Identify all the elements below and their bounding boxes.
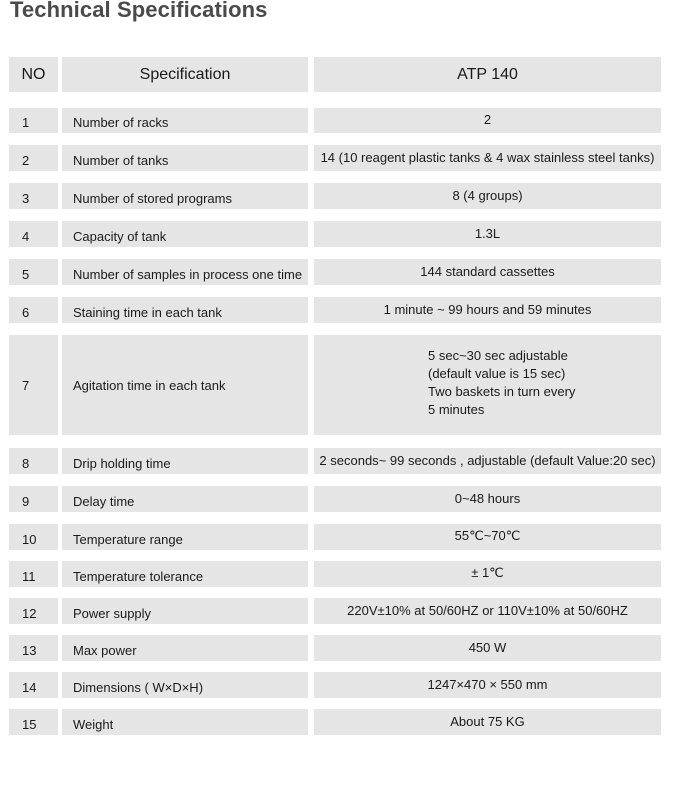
page-title: Technical Specifications <box>10 0 268 22</box>
row-specification: Delay time <box>62 486 308 512</box>
row-number: 12 <box>9 598 58 624</box>
row-number: 14 <box>9 672 58 698</box>
row-number: 13 <box>9 635 58 661</box>
row-value: ± 1℃ <box>314 561 661 587</box>
row-specification: Power supply <box>62 598 308 624</box>
row-number: 2 <box>9 145 58 171</box>
row-specification: Temperature range <box>62 524 308 550</box>
value-line: (default value is 15 sec) <box>428 366 566 381</box>
row-value: 1 minute ~ 99 hours and 59 minutes <box>314 297 661 323</box>
row-value: 450 W <box>314 635 661 661</box>
row-value: 144 standard cassettes <box>314 259 661 285</box>
row-specification: Dimensions ( W×D×H) <box>62 672 308 698</box>
row-value-lines <box>428 347 575 419</box>
row-specification: Number of tanks <box>62 145 308 171</box>
row-specification: Staining time in each tank <box>62 297 308 323</box>
row-value: 55℃~70℃ <box>314 524 661 550</box>
row-number: 11 <box>9 561 58 587</box>
row-value: 0~48 hours <box>314 486 661 512</box>
value-line: Two baskets in turn every <box>428 384 576 399</box>
row-value: 1.3L <box>314 221 661 247</box>
row-value: 1247×470 × 550 mm <box>314 672 661 698</box>
row-number: 1 <box>9 108 58 133</box>
row-specification: Number of racks <box>62 108 308 133</box>
row-value: About 75 KG <box>314 709 661 735</box>
header-no: NO <box>9 57 58 92</box>
row-number: 4 <box>9 221 58 247</box>
row-value: 14 (10 reagent plastic tanks & 4 wax stainless steel tanks) <box>314 145 661 171</box>
row-number: 8 <box>9 448 58 474</box>
row-number: 3 <box>9 183 58 209</box>
row-specification: Max power <box>62 635 308 661</box>
row-number: 6 <box>9 297 58 323</box>
row-specification: Drip holding time <box>62 448 308 474</box>
row-value: 8 (4 groups) <box>314 183 661 209</box>
row-number: 15 <box>9 709 58 735</box>
row-number: 9 <box>9 486 58 512</box>
row-specification: Capacity of tank <box>62 221 308 247</box>
value-line: 5 sec~30 sec adjustable <box>428 348 568 363</box>
row-number: 10 <box>9 524 58 550</box>
header-specification: Specification <box>62 57 308 92</box>
row-number: 7 <box>9 335 58 435</box>
row-specification: Temperature tolerance <box>62 561 308 587</box>
row-specification: Agitation time in each tank <box>62 335 308 435</box>
row-value: 2 <box>314 108 661 133</box>
row-specification: Weight <box>62 709 308 735</box>
row-value: 2 seconds~ 99 seconds , adjustable (default Value:20 sec) <box>314 448 661 474</box>
row-specification: Number of stored programs <box>62 183 308 209</box>
row-number: 5 <box>9 259 58 285</box>
row-value: 220V±10% at 50/60HZ or 110V±10% at 50/60HZ <box>314 598 661 624</box>
row-value <box>314 335 661 435</box>
header-model: ATP 140 <box>314 57 661 92</box>
row-specification: Number of samples in process one time <box>62 259 308 285</box>
value-line: 5 minutes <box>428 402 485 417</box>
